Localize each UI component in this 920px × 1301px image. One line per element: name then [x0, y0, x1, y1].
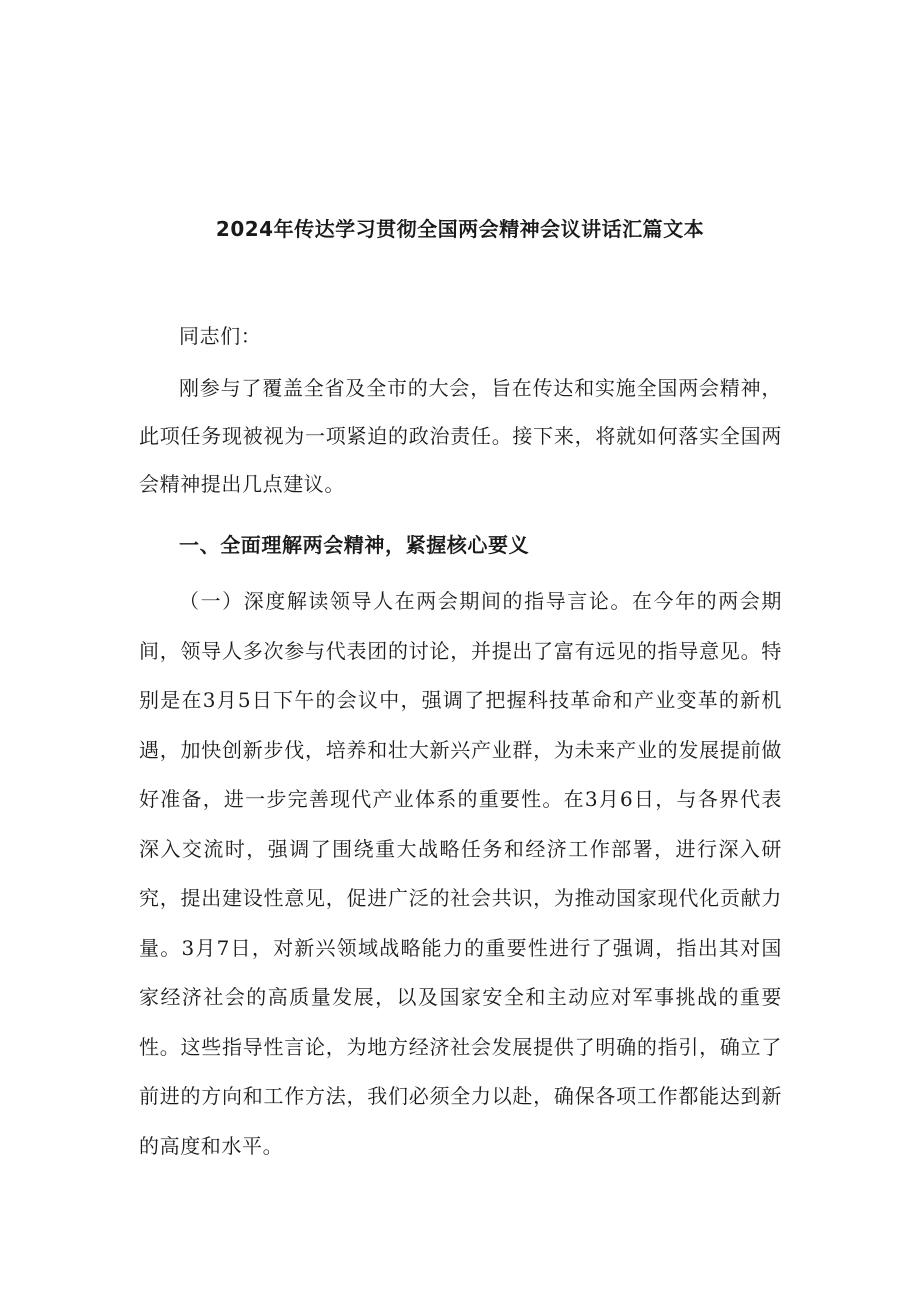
salutation-block	[139, 312, 782, 360]
section-heading: 一、全面理解两会精神，紧握核心要义	[179, 533, 530, 557]
document-title: 2024年传达学习贯彻全国两会精神会议讲话汇篇文本	[215, 217, 705, 241]
salutation: 同志们：	[179, 324, 262, 348]
section-paragraph: （一）深度解读领导人在两会期间的指导言论。在今年的两会期间，领导人多次参与代表团的讨论，并提出了富有远见的指导意见。特别是在3月5日下午的会议中，强调了把握科技革命和产业变革的新机遇，加快创新步伐，培养和壮大新兴产业群，为未来产业的发展提前做好准备，进一步完善现代产业体系的重要性。在3月6日，与各界代表深入交流时，强调了围绕重大战略任务和经济工作部署，进行深入研究，提出建设性意见，促进广泛的社会共识，为推动国家现代化贡献力量。3月7日，对新兴领域战略能力的重要性进行了强调，指出其对国家经济社会的高质量发展，以及国家安全和主动应对军事挑战的重要性。这些指导性言论，为地方经济社会发展提供了明确的指引，确立了前进的方向和工作方法，我们必须全力以赴，确保各项工作都能达到新的高度和水平。	[139, 589, 782, 1158]
intro-block	[139, 364, 782, 508]
intro-paragraph: 刚参与了覆盖全省及全市的大会，旨在传达和实施全国两会精神，此项任务现被视为一项紧迫的政治责任。接下来，将就如何落实全国两会精神提出几点建议。	[139, 376, 782, 496]
section-body-block	[139, 577, 782, 1171]
